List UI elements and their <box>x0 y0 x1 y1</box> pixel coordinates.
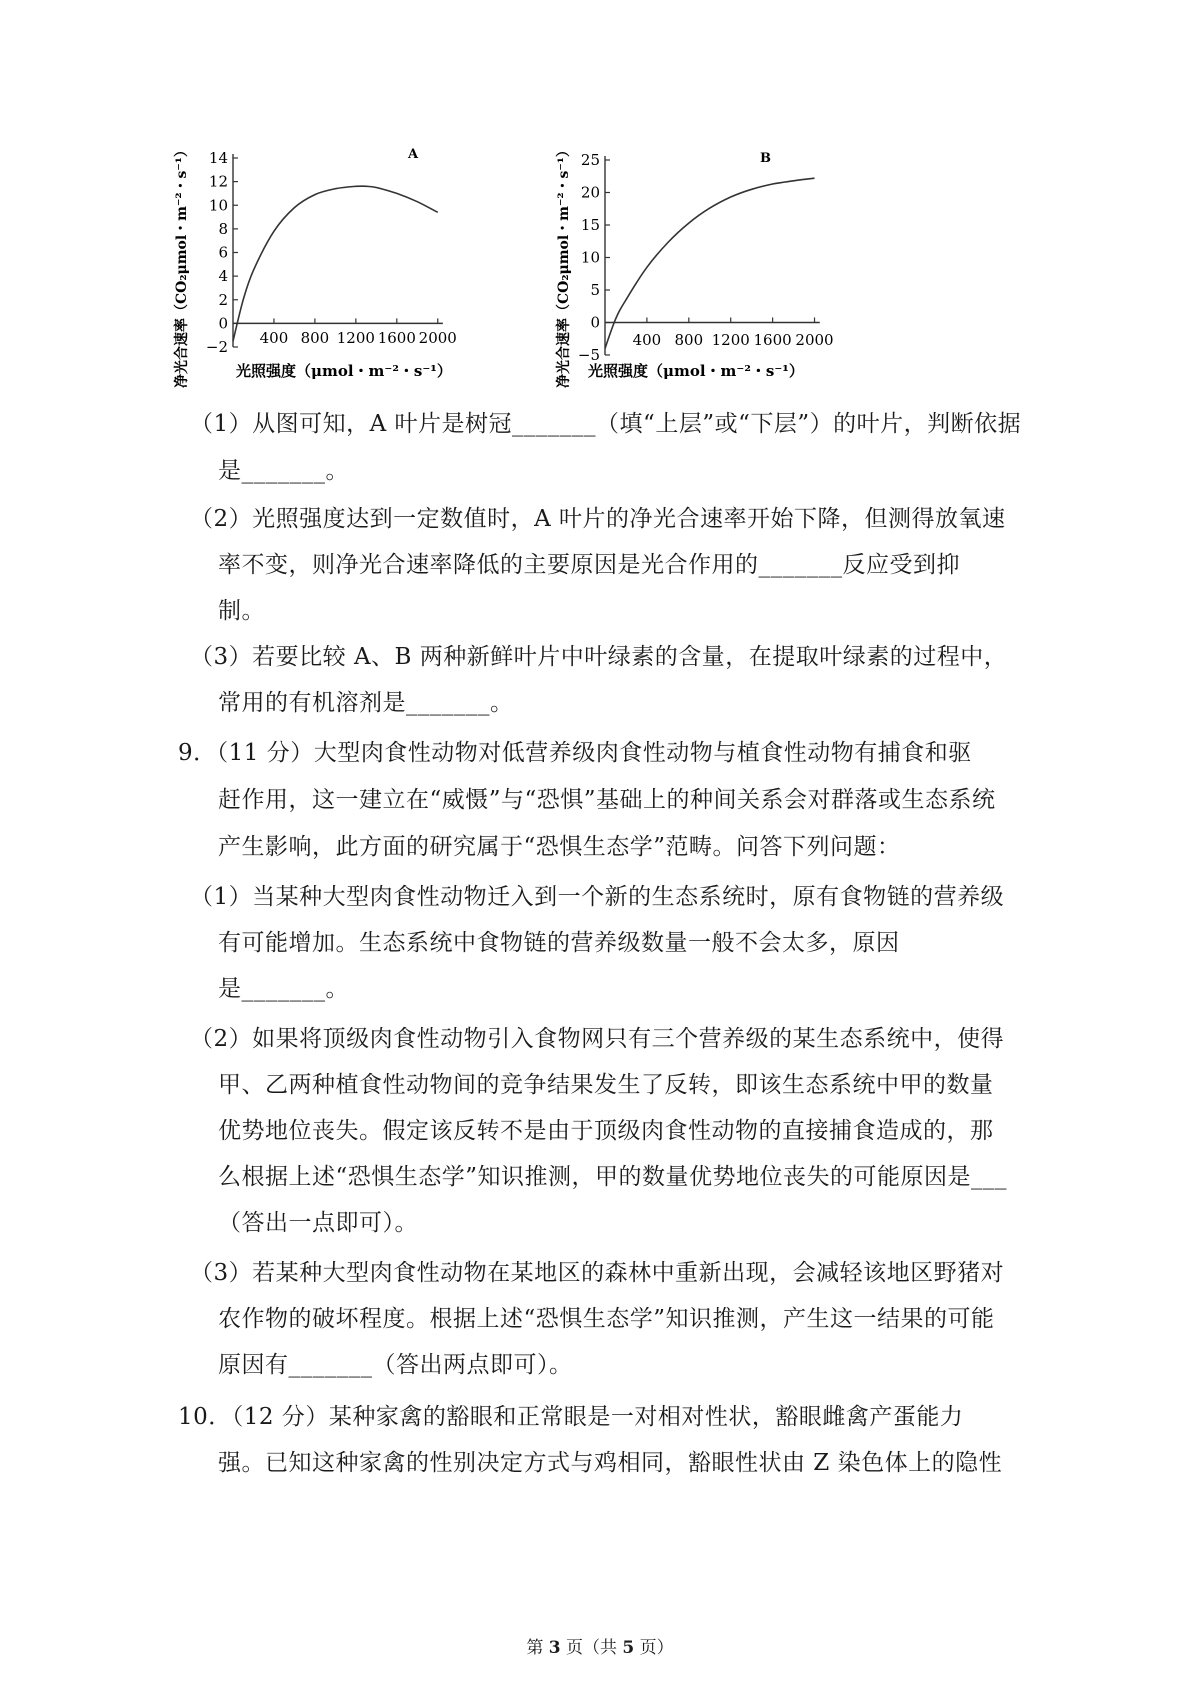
text-line: 么根据上述“恐惧生态学”知识推测，甲的数量优势地位丧失的可能原因是___ <box>218 1164 1008 1190</box>
chart-x-tick-label: 1600 <box>753 331 792 349</box>
chart-b-xlabel: 光照强度（μmol・m⁻²・s⁻¹） <box>588 362 804 380</box>
chart-y-tick-label: 4 <box>218 267 228 286</box>
chart-y-tick-label: 6 <box>218 243 228 262</box>
text-line: 产生影响，此方面的研究属于“恐惧生态学”范畴。问答下列问题： <box>218 834 901 860</box>
chart-y-tick-label: 15 <box>580 216 600 234</box>
chart-b-svg <box>556 140 860 420</box>
chart-a-axes <box>233 154 443 347</box>
question-9-header: 9．（11 分）大型肉食性动物对低营养级肉食性动物与植食性动物有捕食和驱 <box>178 740 972 766</box>
chart-a-xlabel: 光照强度（μmol・m⁻²・s⁻¹） <box>236 362 452 380</box>
text-line: 有可能增加。生态系统中食物链的营养级数量一般不会太多，原因 <box>218 930 900 956</box>
chart-y-tick-label: 20 <box>580 183 600 202</box>
footer-pre: 第 <box>526 1638 549 1658</box>
text-line: 优势地位丧失。假定该反转不是由于顶级肉食性动物的直接捕食造成的，那 <box>218 1118 994 1144</box>
chart-y-tick-label: 25 <box>580 151 600 169</box>
chart-a-xticks <box>260 318 457 347</box>
chart-y-tick-label: 0 <box>218 314 228 333</box>
text-line: （答出一点即可）。 <box>218 1210 418 1236</box>
chart-b-axes <box>605 156 820 355</box>
page-footer <box>0 1633 1200 1658</box>
text-line: 赶作用，这一建立在“威慑”与“恐惧”基础上的种间关系会对群落或生态系统 <box>218 787 996 813</box>
chart-x-tick-label: 400 <box>632 331 662 349</box>
text-line: 是_______。 <box>218 458 349 484</box>
text-line: 原因有_______（答出两点即可）。 <box>218 1352 573 1378</box>
text-line: 常用的有机溶剂是_______。 <box>218 690 514 716</box>
chart-y-tick-label: 5 <box>590 281 600 299</box>
chart-x-tick-label: 2000 <box>418 329 457 347</box>
chart-x-tick-label: 400 <box>259 329 289 347</box>
text-line: （3）若要比较 A、B 两种新鲜叶片中叶绿素的含量，在提取叶绿素的过程中， <box>190 644 1008 670</box>
chart-y-tick-label: 14 <box>208 149 228 167</box>
text-line: 甲、乙两种植食性动物间的竞争结果发生了反转，即该生态系统中甲的数量 <box>218 1072 994 1098</box>
chart-y-tick-label: 8 <box>218 219 228 238</box>
chart-x-tick-label: 1200 <box>336 329 375 347</box>
chart-b-ylabel: 净光合速率（CO₂μmol・m⁻²・s⁻¹） <box>556 143 572 388</box>
chart-y-tick-label: 10 <box>208 196 228 215</box>
text-line: 率不变，则净光合速率降低的主要原因是光合作用的_______反应受到抑 <box>218 552 960 578</box>
chart-y-tick-label: 0 <box>590 313 600 332</box>
chart-a-svg <box>174 140 478 420</box>
chart-x-tick-label: 1600 <box>377 329 416 347</box>
text-line: （2）光照强度达到一定数值时，A 叶片的净光合速率开始下降，但测得放氧速 <box>190 506 1006 532</box>
chart-x-tick-label: 2000 <box>795 331 834 349</box>
footer-post: 页） <box>634 1638 674 1658</box>
chart-a <box>174 140 478 420</box>
text-line: 农作物的破坏程度。根据上述“恐惧生态学”知识推测，产生这一结果的可能 <box>218 1306 995 1332</box>
text-line: 制。 <box>218 598 265 624</box>
chart-a-label: A <box>408 147 419 162</box>
question-10-header: 10．（12 分）某种家禽的豁眼和正常眼是一对相对性状，豁眼雌禽产蛋能力 <box>178 1404 964 1430</box>
text-line: （2）如果将顶级肉食性动物引入食物网只有三个营养级的某生态系统中，使得 <box>190 1026 1005 1052</box>
text-line: （1）当某种大型肉食性动物迁入到一个新的生态系统时，原有食物链的营养级 <box>190 884 1005 910</box>
text-line: 强。已知这种家禽的性别决定方式与鸡相同，豁眼性状由 Z 染色体上的隐性 <box>218 1450 1003 1476</box>
chart-y-tick-label: 2 <box>218 290 228 309</box>
footer-mid: 页（共 <box>560 1638 623 1658</box>
chart-a-curve <box>233 186 438 341</box>
footer-total-pages: 5 <box>622 1638 635 1658</box>
chart-b-label: B <box>760 151 771 166</box>
text-line: 是_______。 <box>218 976 349 1002</box>
chart-y-tick-label: 12 <box>208 172 228 191</box>
chart-y-tick-label: −2 <box>205 338 228 356</box>
chart-y-tick-label: −5 <box>577 346 600 364</box>
text-line: （3）若某种大型肉食性动物在某地区的森林中重新出现，会减轻该地区野猪对 <box>190 1260 1005 1286</box>
chart-x-tick-label: 800 <box>674 331 704 349</box>
chart-b <box>556 140 860 420</box>
chart-x-tick-label: 800 <box>300 329 330 347</box>
footer-page-number: 3 <box>548 1638 561 1658</box>
chart-a-ylabel: 净光合速率（CO₂μmol・m⁻²・s⁻¹） <box>174 143 190 388</box>
chart-x-tick-label: 1200 <box>711 331 750 349</box>
text-line: （1）从图可知，A 叶片是树冠_______（填“上层”或“下层”）的叶片，判断依据 <box>190 411 1022 437</box>
chart-y-tick-label: 10 <box>580 248 600 267</box>
